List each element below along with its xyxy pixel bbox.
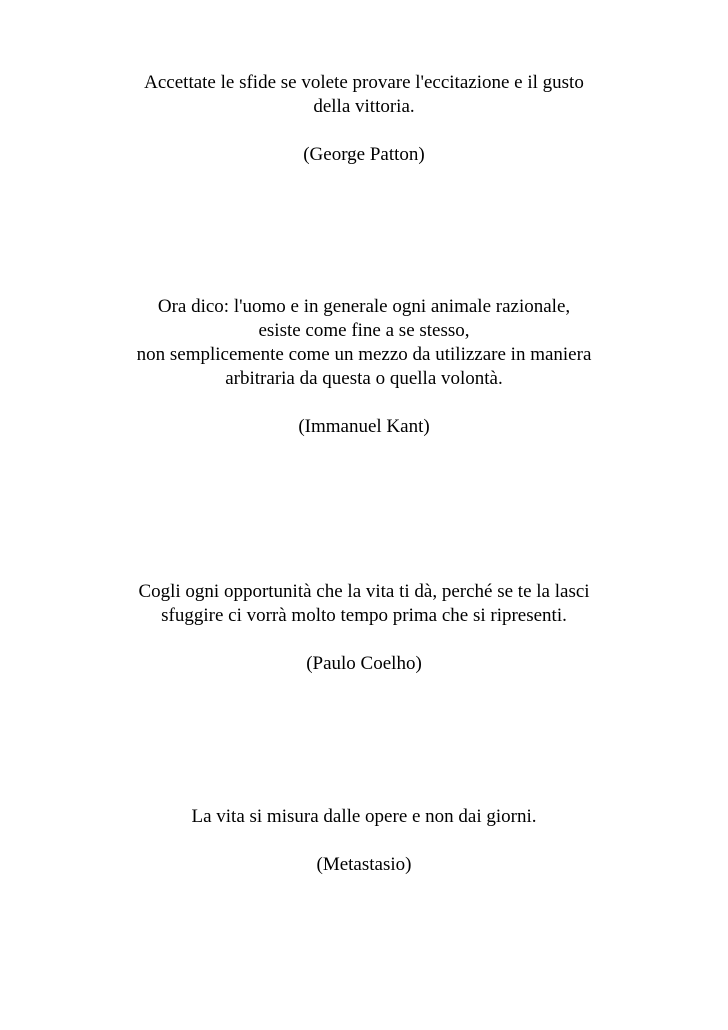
quote-metastasio	[0, 805, 728, 877]
quote-line: arbitraria da questa o quella volontà.	[225, 368, 503, 389]
quote-author: (Paulo Coelho)	[306, 653, 422, 674]
quote-line: La vita si misura dalle opere e non dai giorni.	[191, 806, 537, 827]
quote-line: Accettate le sfide se volete provare l'eccitazione e il gusto	[144, 72, 584, 93]
quote-line: esiste come fine a se stesso,	[258, 320, 470, 341]
quote-line: Cogli ogni opportunità che la vita ti dà, perché se te la lasci	[138, 581, 590, 602]
quote-author: (George Patton)	[303, 144, 425, 165]
quote-author: (Metastasio)	[316, 854, 412, 875]
quote-line: sfuggire ci vorrà molto tempo prima che si ripresenti.	[161, 605, 567, 626]
quote-coelho	[0, 580, 728, 676]
quote-line: Ora dico: l'uomo e in generale ogni animale razionale,	[157, 296, 571, 317]
quote-line: della vittoria.	[313, 96, 415, 117]
quote-kant	[0, 295, 728, 439]
quote-line: non semplicemente come un mezzo da utilizzare in maniera	[136, 344, 592, 365]
quote-author: (Immanuel Kant)	[298, 416, 430, 437]
quote-patton	[0, 71, 728, 167]
